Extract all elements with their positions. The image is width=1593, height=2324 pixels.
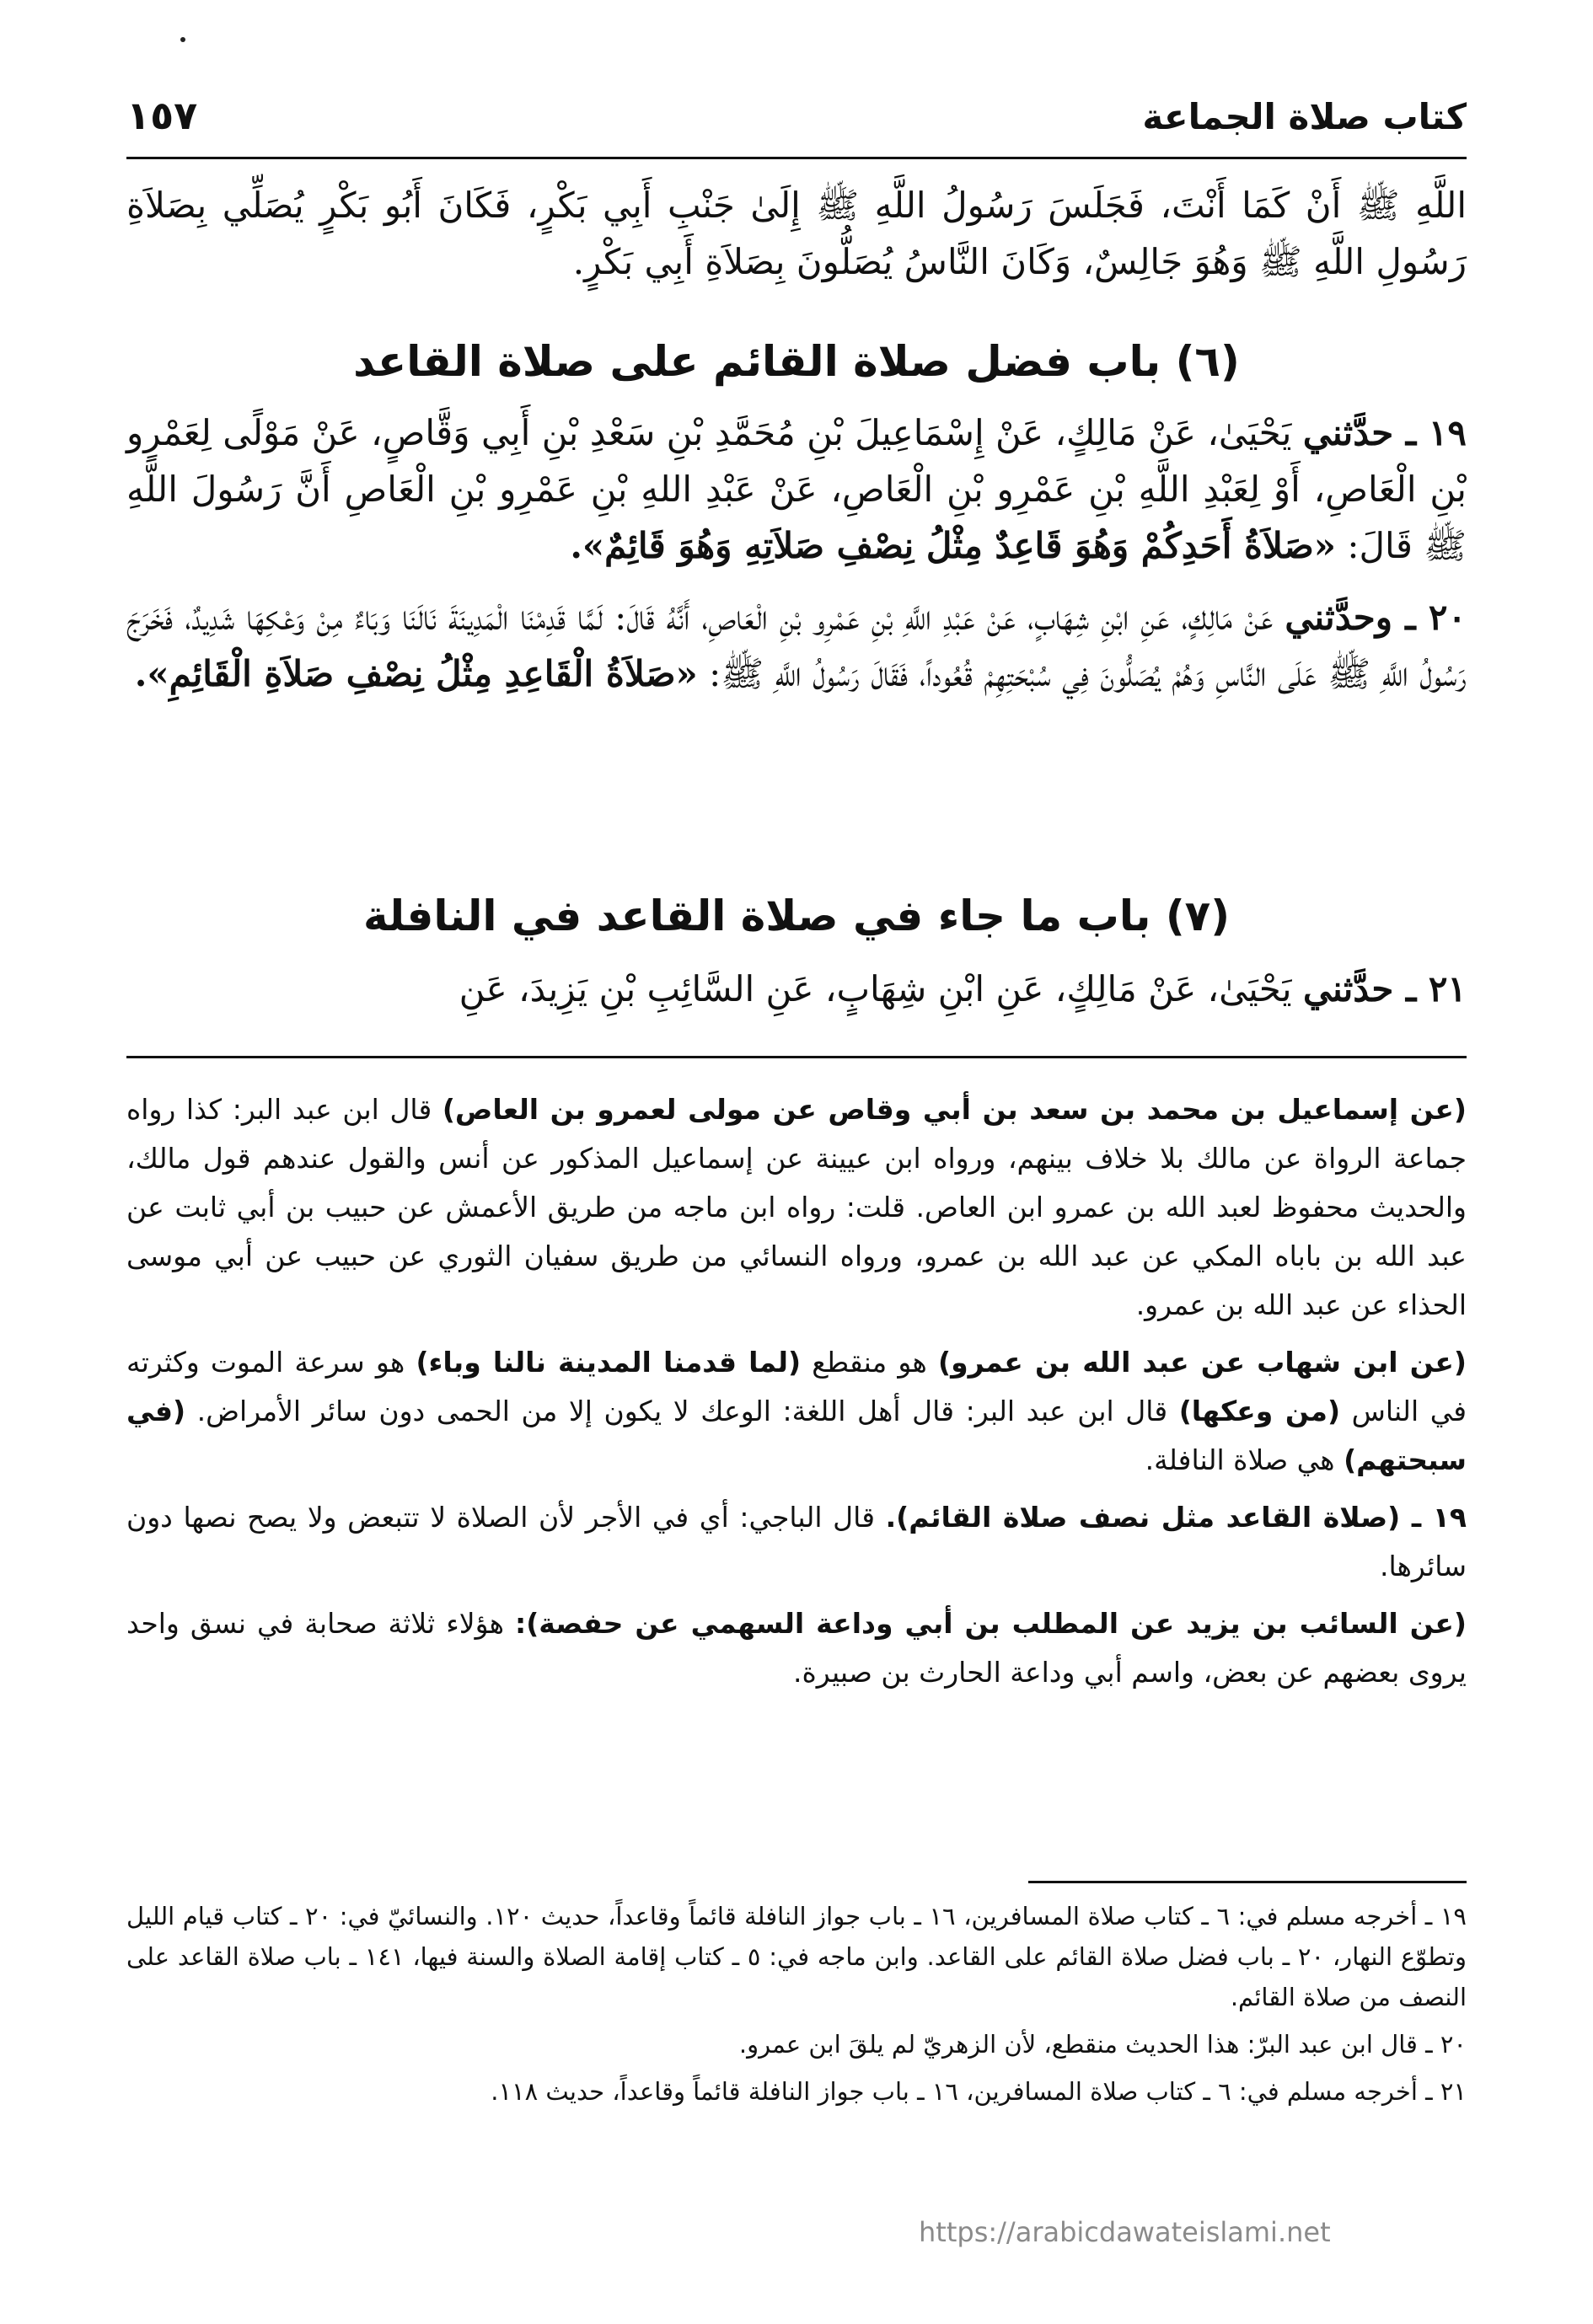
hadith-19 bbox=[126, 404, 1467, 574]
commentary-2-lemma-2: (لما قدمنا المدينة نالنا وباء) bbox=[416, 1346, 802, 1379]
commentary-2-text-2: هو سرعة الموت وكثرته في الناس bbox=[126, 1346, 1467, 1427]
section-6-heading: (٦) باب فضل صلاة القائم على صلاة القاعد bbox=[353, 337, 1240, 386]
commentary-2 bbox=[126, 1338, 1467, 1485]
hadith-20-quote: «صَلاَةُ الْقَاعِدِ مِثْلُ نِصْفِ صَلاَةِ الْقَائِمِ». bbox=[134, 653, 698, 694]
watermark-url: https://arabicdawateislami.net bbox=[919, 2216, 1331, 2248]
commentary-2-text-1: هو منقطع bbox=[801, 1346, 938, 1379]
commentary-3-lemma: ١٩ ـ (صلاة القاعد مثل نصف صلاة القائم). bbox=[885, 1501, 1467, 1534]
commentary-2-lemma-3: (من وعكها) bbox=[1178, 1395, 1341, 1427]
commentary bbox=[126, 1085, 1467, 1706]
commentary-4 bbox=[126, 1599, 1467, 1697]
hadith-block-1 bbox=[126, 404, 1467, 717]
footnote-19: ١٩ ـ أخرجه مسلم في: ٦ ـ كتاب صلاة المسافرين، ١٦ ـ باب جواز النافلة قائماً وقاعداً، حديث ١٢٠. والنسائيّ في: ٢٠ ـ كتاب قيام الليل وتطوّع النهار، ٢٠ ـ باب فضل صلاة القائم على القاعد. وابن ماجه في: ٥ ـ كتاب إقامة الصلاة والسنة فيها، ١٤١ ـ باب صلاة القاعد على النصف من صلاة القائم. bbox=[126, 1902, 1467, 2011]
ink-dot bbox=[180, 37, 185, 42]
page-header bbox=[126, 84, 1467, 152]
hadith-19-quote: «صَلاَةُ أَحَدِكُمْ وَهُوَ قَاعِدٌ مِثْلُ نِصْفِ صَلاَتِهِ وَهُوَ قَائِمٌ». bbox=[570, 525, 1337, 566]
hadith-21 bbox=[126, 961, 1467, 1017]
intro-paragraph bbox=[126, 177, 1467, 305]
commentary-3-text: قال الباجي: أي في الأجر لأن الصلاة لا تتبعض ولا يصح نصها دون سائرها. bbox=[126, 1501, 1467, 1582]
hadith-21-text: يَحْيَىٰ، عَنْ مَالِكٍ، عَنِ ابْنِ شِهَابٍ، عَنِ السَّائِبِ بْنِ يَزِيدَ، عَنِ bbox=[459, 968, 1303, 1009]
intro-text: اللَّهِ ﷺ أَنْ كَمَا أَنْتَ، فَجَلَسَ رَسُولُ اللَّهِ ﷺ إِلَىٰ جَنْبِ أَبِي بَكْرٍ، فَكَانَ أَبُو بَكْرٍ يُصَلِّي بِصَلاَةِ رَسُولِ اللَّهِ ﷺ وَهُوَ جَالِسٌ، وَكَانَ النَّاسُ يُصَلُّونَ بِصَلاَةِ أَبِي بَكْرٍ. bbox=[126, 185, 1467, 282]
footnote-21: ٢١ ـ أخرجه مسلم في: ٦ ـ كتاب صلاة المسافرين، ١٦ ـ باب جواز النافلة قائماً وقاعداً، حديث ١١٨. bbox=[491, 2077, 1467, 2106]
hadith-20 bbox=[126, 589, 1467, 702]
commentary-2-lemma-1: (عن ابن شهاب عن عبد الله بن عمرو) bbox=[938, 1346, 1467, 1379]
commentary-2-text-3: قال ابن عبد البر: قال أهل اللغة: الوعك لا يكون إلا من الحمى دون سائر الأمراض. bbox=[185, 1395, 1179, 1427]
footnote-rule bbox=[1028, 1881, 1467, 1883]
commentary-1 bbox=[126, 1085, 1467, 1330]
page-number: ١٥٧ bbox=[126, 93, 198, 138]
commentary-1-lemma: (عن إسماعيل بن محمد بن سعد بن أبي وقاص عن مولى لعمرو بن العاص) bbox=[442, 1093, 1467, 1126]
section-7-heading: (٧) باب ما جاء في صلاة القاعد في النافلة bbox=[362, 892, 1231, 940]
commentary-rule bbox=[126, 1056, 1467, 1058]
hadith-21-lead: ٢١ ـ حدَّثني bbox=[1302, 968, 1467, 1009]
commentary-2-text-4: هي صلاة النافلة. bbox=[1145, 1443, 1344, 1476]
commentary-2-lemma-4: (في سبحتهم) bbox=[126, 1395, 1467, 1476]
hadith-19-text: يَحْيَىٰ، عَنْ مَالِكٍ، عَنْ إِسْمَاعِيلَ بْنِ مُحَمَّدِ بْنِ سَعْدِ بْنِ أَبِي وَقَّاصٍ، عَنْ مَوْلًى لِعَمْرِو بْنِ الْعَاصِ، أَوْ لِعَبْدِ اللَّهِ بْنِ عَمْرِو بْنِ الْعَاصِ، عَنْ عَبْدِ اللهِ بْنِ عَمْرِو بْنِ الْعَاصِ أَنَّ رَسُولَ اللَّهِ ﷺ قَالَ: bbox=[126, 412, 1467, 566]
hadith-block-2 bbox=[126, 961, 1467, 1032]
hadith-20-text: عَنْ مَالِكٍ، عَنِ ابْنِ شِهَابٍ، عَنْ عَبْدِ اللَّهِ بْنِ عَمْرِو بْنِ الْعَاصِ، أَنَّهُ قَالَ: لَمَّا قَدِمْنَا الْمَدِينَةَ نَالَنَا وَبَاءٌ مِنْ وَعْكِهَا شَدِيدٌ، فَخَرَجَ رَسُولُ اللَّهِ ﷺ عَلَى النَّاسِ وَهُمْ يُصَلُّونَ فِي سُبْحَتِهِمْ قُعُوداً، فَقَالَ رَسُولُ اللَّهِ ﷺ: bbox=[126, 597, 1467, 694]
hadith-19-lead: ١٩ ـ حدَّثني bbox=[1302, 412, 1467, 453]
hadith-20-lead: ٢٠ ـ وحدَّثني bbox=[1285, 597, 1467, 638]
commentary-4-text: هؤلاء ثلاثة صحابة في نسق واحد يروى بعضهم عن بعض، واسم أبي وداعة الحارث بن صبيرة. bbox=[126, 1607, 1467, 1689]
footnotes bbox=[126, 1896, 1467, 2118]
commentary-1-text: قال ابن عبد البر: كذا رواه جماعة الرواة عن مالك بلا خلاف بينهم، ورواه ابن عيينة عن إسماعيل المذكور عن أنس والقول عندهم قول مالك، والحديث محفوظ لعبد الله بن عمرو ابن العاص. قلت: رواه ابن ماجه من طريق الأعمش عن حبيب بن أبي ثابت عن عبد الله بن باباه المكي عن عبد الله بن عمرو، ورواه النسائي من طريق سفيان الثوري عن حبيب عن أبي موسى الحذاء عن عبد الله بن عمرو. bbox=[126, 1093, 1467, 1321]
header-rule bbox=[126, 157, 1467, 159]
commentary-3 bbox=[126, 1493, 1467, 1591]
footnote-20: ٢٠ ـ قال ابن عبد البرّ: هذا الحديث منقطع، لأن الزهريّ لم يلقَ ابن عمرو. bbox=[738, 2030, 1467, 2059]
book-title: كتاب صلاة الجماعة bbox=[1142, 96, 1467, 137]
commentary-4-lemma: (عن السائب بن يزيد عن المطلب بن أبي وداعة السهمي عن حفصة): bbox=[515, 1607, 1467, 1640]
